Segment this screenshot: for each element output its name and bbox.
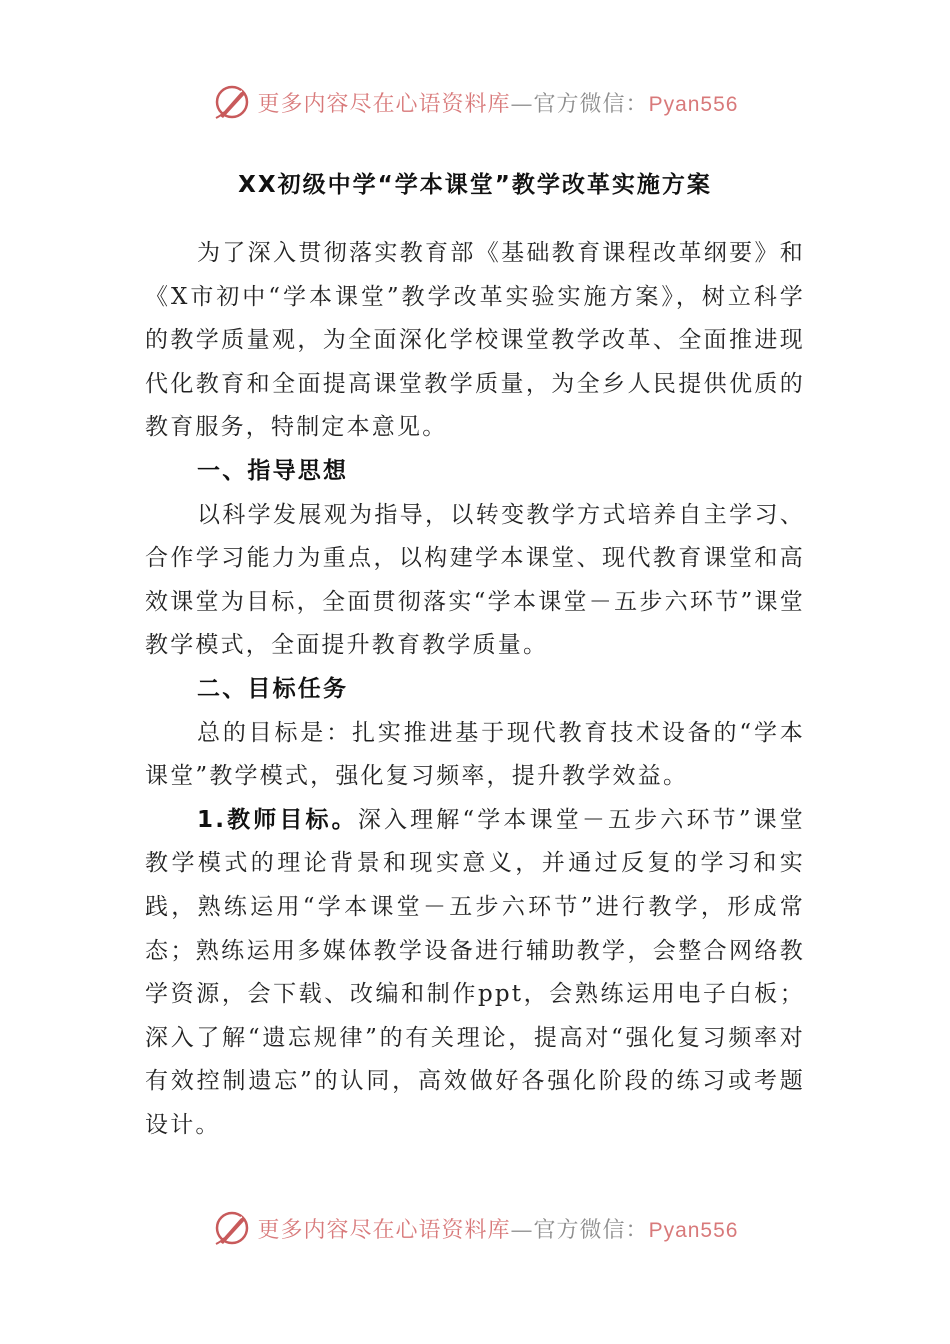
watermark-banner-bottom — [0, 1208, 950, 1248]
pen-quill-logo-icon — [212, 1208, 252, 1248]
watermark-wechat-id: Pyan556 — [648, 92, 739, 116]
teacher-goal-lead: 1.教师目标。 — [197, 806, 358, 833]
watermark-banner-top — [0, 82, 950, 122]
watermark-text — [258, 1213, 739, 1244]
watermark-wechat-label: 官方微信： — [533, 1217, 649, 1243]
teacher-goal-body: 深入理解“学本课堂－五步六环节”课堂教学模式的理论背景和现实意义，并通过反复的学习和实践，熟练运用“学本课堂－五步六环节”进行教学，形成常态；熟练运用多媒体教学设备进行辅助教学，会整合网络教学资源，会下载、改编和制作ppt，会熟练运用电子白板；深入了解“遗忘规律”的有关理论，提高对“强化复习频率对有效控制遗忘”的认同，高效做好各强化阶段的练习或考题设计。 — [145, 806, 805, 1138]
section-heading-goals-tasks: 二、目标任务 — [197, 675, 349, 702]
watermark-wechat-id: Pyan556 — [648, 1218, 739, 1242]
watermark-brand: 更多内容尽在心语资料库 — [257, 91, 511, 117]
pen-quill-logo-icon — [212, 82, 252, 122]
watermark-separator: — — [510, 91, 534, 117]
watermark-text — [258, 87, 739, 118]
section-body-goals-tasks: 总的目标是：扎实推进基于现代教育技术设备的“学本课堂”教学模式，强化复习频率，提升教学效益。 — [145, 719, 805, 790]
document-body — [145, 232, 805, 1147]
section-heading-guiding-ideology: 一、指导思想 — [197, 457, 349, 484]
section-body-guiding-ideology: 以科学发展观为指导，以转变教学方式培养自主学习、合作学习能力为重点，以构建学本课堂、现代教育课堂和高效课堂为目标，全面贯彻落实“学本课堂－五步六环节”课堂教学模式，全面提升教育教学质量。 — [145, 501, 805, 659]
document-title: XX初级中学“学本课堂”教学改革实施方案 — [238, 172, 712, 198]
intro-paragraph: 为了深入贯彻落实教育部《基础教育课程改革纲要》和《X市初中“学本课堂”教学改革实验实施方案》，树立科学的教学质量观，为全面深化学校课堂教学改革、全面推进现代化教育和全面提高课堂教学质量，为全乡人民提供优质的教育服务，特制定本意见。 — [145, 240, 805, 441]
watermark-separator: — — [510, 1217, 534, 1243]
watermark-brand: 更多内容尽在心语资料库 — [257, 1217, 511, 1243]
watermark-wechat-label: 官方微信： — [533, 91, 649, 117]
teacher-goal-paragraph — [145, 799, 805, 1148]
